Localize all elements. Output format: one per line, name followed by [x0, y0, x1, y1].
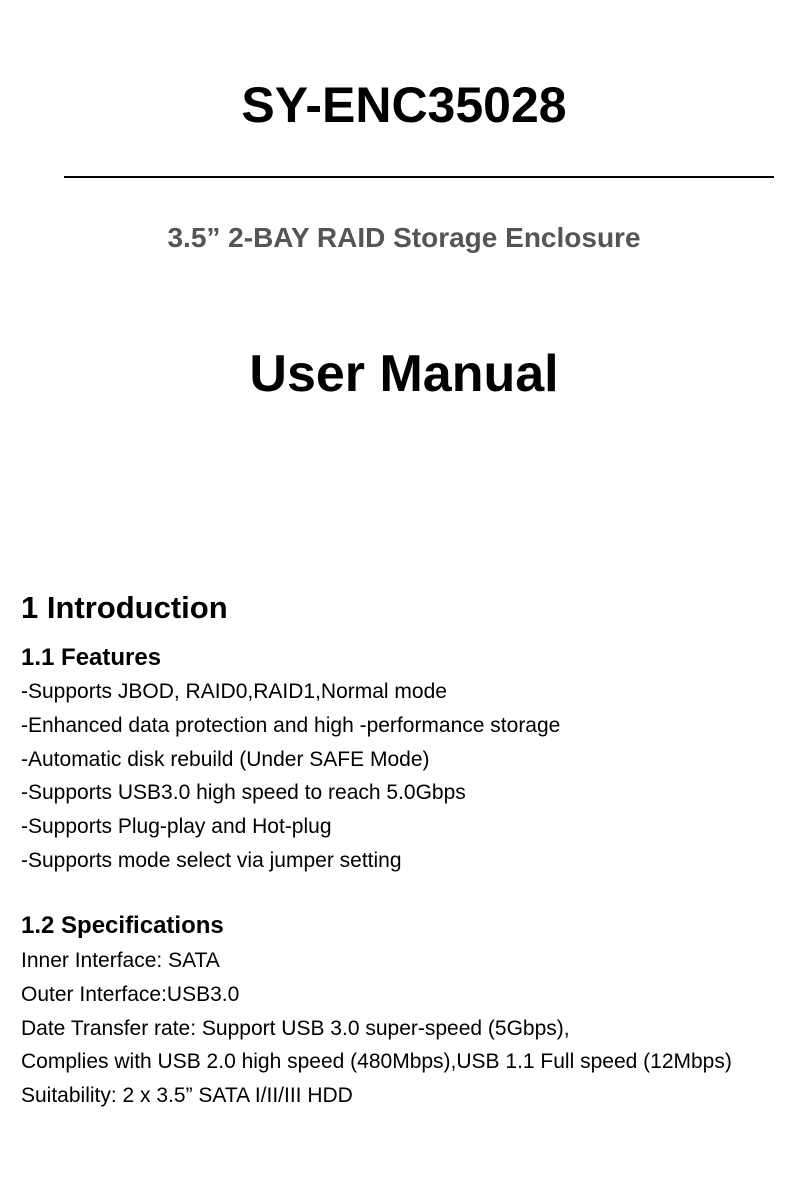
- manual-title: User Manual: [249, 345, 559, 403]
- title-divider: [64, 176, 774, 178]
- product-subtitle: 3.5” 2-BAY RAID Storage Enclosure: [167, 222, 641, 253]
- spec-item: Suitability: 2 x 3.5” SATA I/II/III HDD: [21, 1084, 353, 1108]
- feature-item: -Supports Plug-play and Hot-plug: [21, 815, 332, 839]
- feature-item: -Supports USB3.0 high speed to reach 5.0Gbps: [21, 781, 466, 805]
- spec-item: Outer Interface:USB3.0: [21, 982, 240, 1006]
- feature-item: -Supports JBOD, RAID0,RAID1,Normal mode: [21, 680, 447, 703]
- feature-item: -Automatic disk rebuild (Under SAFE Mode): [21, 747, 430, 771]
- subsection-heading-features: 1.1 Features: [21, 644, 162, 671]
- subsection-heading-specifications: 1.2 Specifications: [21, 912, 224, 939]
- spec-item: Date Transfer rate: Support USB 3.0 super-speed (5Gbps),: [21, 1016, 570, 1040]
- spec-item: Inner Interface: SATA: [21, 949, 220, 972]
- specifications-list: [21, 944, 732, 1113]
- feature-item: -Enhanced data protection and high -performance storage: [21, 713, 561, 737]
- features-list: [21, 675, 560, 878]
- page-title: SY-ENC35028: [241, 77, 567, 133]
- spec-item: Complies with USB 2.0 high speed (480Mbps),USB 1.1 Full speed (12Mbps): [21, 1050, 732, 1074]
- section-heading-introduction: 1 Introduction: [21, 590, 228, 625]
- feature-item: -Supports mode select via jumper setting: [21, 848, 402, 872]
